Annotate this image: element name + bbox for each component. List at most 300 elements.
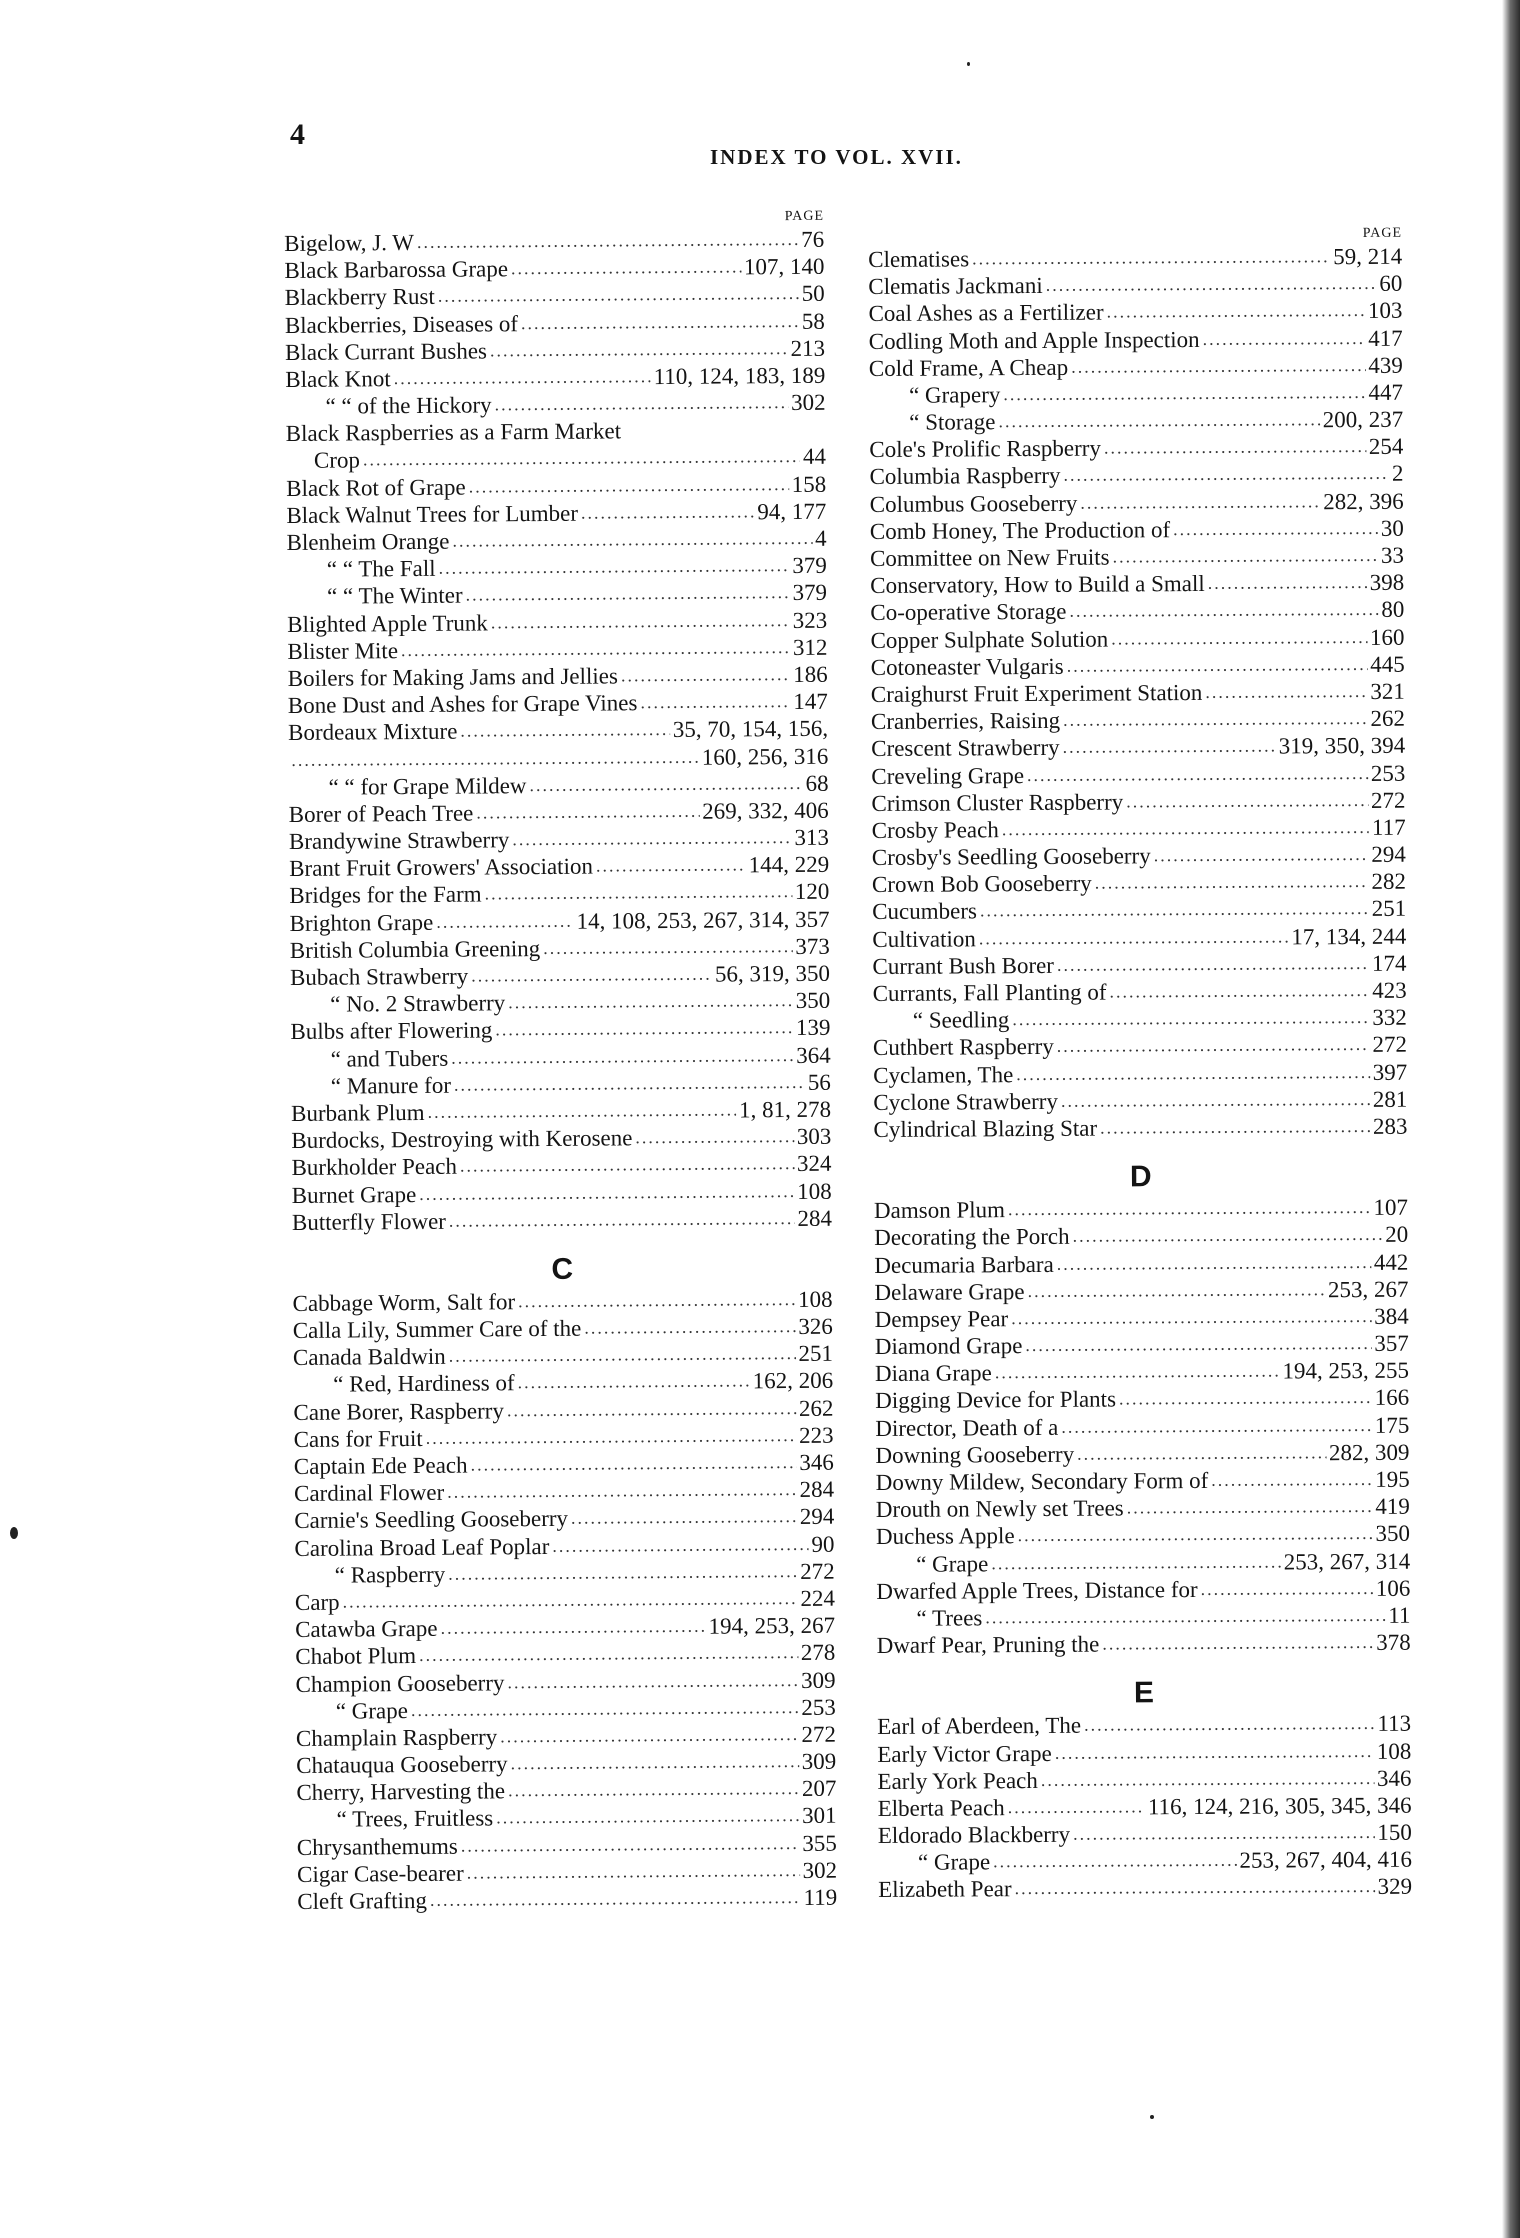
dot-leader bbox=[581, 498, 755, 527]
dot-leader bbox=[1100, 1113, 1370, 1142]
dot-leader bbox=[447, 1476, 797, 1506]
dot-leader bbox=[1109, 977, 1369, 1006]
entry-page-numbers: 60 bbox=[1379, 270, 1403, 297]
index-entry bbox=[876, 1493, 1410, 1523]
entry-page-numbers: 116, 124, 216, 305, 345, 346 bbox=[1147, 1792, 1412, 1820]
index-entry bbox=[290, 987, 830, 1018]
dot-leader bbox=[518, 1286, 795, 1315]
entry-page-numbers: 272 bbox=[1372, 1032, 1408, 1058]
entry-title: Catawba Grape bbox=[295, 1616, 438, 1643]
entry-page-numbers: 294 bbox=[799, 1504, 835, 1530]
entry-page-numbers: 397 bbox=[1372, 1059, 1408, 1085]
index-entry bbox=[877, 1737, 1411, 1767]
entry-page-numbers: 313 bbox=[794, 824, 830, 851]
index-entry bbox=[874, 1194, 1408, 1224]
entry-title: Conservatory, How to Build a Small bbox=[870, 571, 1205, 599]
entry-page-numbers: 379 bbox=[792, 552, 827, 579]
entry-title: Diamond Grape bbox=[874, 1333, 1023, 1360]
dot-leader bbox=[1208, 569, 1367, 597]
dot-leader bbox=[507, 1395, 796, 1424]
entry-title: Cultivation bbox=[872, 926, 976, 952]
entry-page-numbers: 272 bbox=[800, 1558, 835, 1584]
entry-title: Cuthbert Raspberry bbox=[872, 1034, 1054, 1061]
index-entry bbox=[294, 1503, 834, 1534]
index-entry bbox=[868, 297, 1402, 327]
entry-page-numbers: 76 bbox=[801, 226, 825, 252]
entry-page-numbers: 319, 350, 394 bbox=[1278, 733, 1406, 759]
entry-title: Burnet Grape bbox=[291, 1181, 417, 1208]
dot-leader bbox=[438, 280, 799, 310]
dot-leader bbox=[1018, 1520, 1373, 1549]
index-entry bbox=[285, 280, 825, 311]
index-entry bbox=[287, 606, 827, 637]
entry-page-numbers: 103 bbox=[1367, 298, 1403, 324]
entry-title: Bigelow, J. W bbox=[284, 229, 415, 256]
dot-leader bbox=[640, 688, 790, 716]
entry-title: Captain Ede Peach bbox=[293, 1452, 468, 1480]
index-entry bbox=[872, 950, 1406, 980]
entry-page-numbers: 158 bbox=[791, 471, 827, 497]
entry-title: British Columbia Greening bbox=[289, 935, 541, 963]
entry-page-numbers: 278 bbox=[800, 1640, 836, 1666]
entry-title: Bulbs after Flowering bbox=[290, 1017, 493, 1045]
dot-leader bbox=[1012, 1004, 1369, 1033]
entry-title: Currants, Fall Planting of bbox=[872, 979, 1107, 1007]
index-entry bbox=[875, 1303, 1409, 1333]
entry-title: Chrysanthemums bbox=[296, 1833, 458, 1860]
entry-title: Downy Mildew, Secondary Form of bbox=[875, 1467, 1209, 1496]
entry-title: Elberta Peach bbox=[877, 1795, 1005, 1821]
entry-page-numbers: 302 bbox=[790, 389, 826, 416]
entry-page-numbers: 35, 70, 154, 156, bbox=[672, 716, 829, 743]
entry-page-numbers: 253, 267, 314 bbox=[1283, 1548, 1411, 1575]
entry-title: Earl of Aberdeen, The bbox=[877, 1713, 1082, 1740]
index-entry bbox=[869, 433, 1403, 463]
index-entry bbox=[293, 1394, 833, 1425]
dot-leader bbox=[991, 1548, 1281, 1577]
index-entry bbox=[290, 1014, 830, 1045]
index-entry bbox=[296, 1748, 836, 1779]
dot-leader bbox=[1057, 950, 1369, 979]
dot-leader bbox=[635, 1123, 794, 1151]
entry-title: Crimson Cluster Raspberry bbox=[871, 789, 1124, 816]
index-entry bbox=[286, 525, 826, 556]
left-entries bbox=[284, 226, 837, 1915]
entry-title: Black Currant Bushes bbox=[285, 338, 488, 365]
dot-leader bbox=[1046, 270, 1377, 299]
entry-page-numbers: 321 bbox=[1370, 678, 1405, 704]
index-entry bbox=[296, 1721, 836, 1752]
dot-leader bbox=[485, 879, 792, 909]
entry-title: Cans for Fruit bbox=[293, 1425, 423, 1452]
dot-leader bbox=[1011, 1303, 1371, 1332]
entry-page-numbers: 326 bbox=[798, 1313, 833, 1340]
dot-leader bbox=[995, 1358, 1280, 1387]
entry-page-numbers: 50 bbox=[801, 281, 825, 307]
entry-title: “ Grape bbox=[916, 1550, 989, 1577]
dot-leader bbox=[552, 1531, 808, 1560]
dot-leader bbox=[454, 1069, 805, 1099]
index-entry bbox=[289, 797, 829, 828]
index-entry bbox=[294, 1476, 834, 1507]
entry-page-numbers: 107 bbox=[1373, 1194, 1409, 1221]
entry-page-numbers: 175 bbox=[1374, 1412, 1410, 1438]
entry-title: “ Manure for bbox=[330, 1072, 452, 1099]
dot-leader bbox=[972, 243, 1330, 272]
index-entry bbox=[296, 1775, 836, 1806]
entry-page-numbers: 1, 81, 278 bbox=[738, 1096, 832, 1123]
scan-speck bbox=[1150, 2115, 1154, 2119]
dot-leader bbox=[419, 1639, 798, 1669]
entry-title: Cotoneaster Vulgaris bbox=[870, 653, 1064, 680]
index-entry bbox=[291, 1041, 831, 1072]
index-entry bbox=[870, 623, 1404, 653]
entry-page-numbers: 350 bbox=[1375, 1521, 1411, 1547]
entry-page-numbers: 194, 253, 255 bbox=[1282, 1358, 1410, 1384]
dot-leader bbox=[394, 363, 651, 392]
entry-page-numbers: 44 bbox=[802, 444, 827, 470]
scan-edge-shadow bbox=[1502, 0, 1520, 2238]
dot-leader bbox=[1211, 1466, 1372, 1494]
entry-page-numbers: 224 bbox=[800, 1585, 836, 1611]
scan-speck bbox=[10, 1527, 18, 1539]
dot-leader bbox=[998, 406, 1319, 435]
dot-leader bbox=[490, 335, 788, 365]
dot-leader bbox=[476, 798, 699, 827]
dot-leader bbox=[510, 1748, 798, 1777]
entry-title: “ “ The Fall bbox=[326, 556, 436, 582]
entry-title: Burkholder Peach bbox=[291, 1154, 458, 1181]
entry-page-numbers: 108 bbox=[1376, 1738, 1412, 1764]
entry-title: Burbank Plum bbox=[290, 1099, 425, 1126]
entry-page-numbers: 253, 267 bbox=[1327, 1276, 1409, 1302]
dot-leader bbox=[495, 1014, 793, 1044]
index-entry bbox=[284, 226, 824, 257]
dot-leader bbox=[1107, 297, 1366, 326]
index-entry bbox=[293, 1313, 833, 1344]
index-entry bbox=[287, 579, 827, 610]
entry-title: Burdocks, Destroying with Kerosene bbox=[291, 1125, 633, 1154]
entry-page-numbers: 309 bbox=[800, 1667, 836, 1693]
entry-title: Brant Fruit Growers' Association bbox=[289, 853, 594, 882]
entry-page-numbers: 147 bbox=[793, 688, 828, 715]
dot-leader bbox=[1154, 841, 1369, 870]
entry-title: Bordeaux Mixture bbox=[287, 719, 458, 746]
index-entry bbox=[291, 1096, 831, 1127]
dot-leader bbox=[494, 389, 788, 419]
dot-leader bbox=[1061, 1086, 1370, 1115]
entry-page-numbers: 4 bbox=[814, 525, 827, 551]
index-entry bbox=[870, 569, 1404, 599]
entry-page-numbers: 207 bbox=[801, 1776, 837, 1802]
index-entry bbox=[293, 1367, 833, 1398]
entry-title: “ and Tubers bbox=[330, 1045, 449, 1072]
index-entry bbox=[871, 678, 1405, 708]
entry-title: Brandywine Strawberry bbox=[288, 827, 510, 855]
entry-title: Dwarfed Apple Trees, Distance for bbox=[876, 1576, 1198, 1604]
dot-leader bbox=[1119, 1384, 1372, 1413]
entry-page-numbers: 144, 229 bbox=[748, 852, 830, 878]
dot-leader bbox=[1016, 1059, 1370, 1088]
dot-leader bbox=[460, 716, 670, 745]
entry-page-numbers: 282, 396 bbox=[1323, 488, 1404, 514]
entry-page-numbers: 346 bbox=[799, 1449, 834, 1476]
entry-title: Crosby Peach bbox=[871, 817, 999, 843]
entry-title: Chabot Plum bbox=[295, 1643, 417, 1670]
entry-page-numbers: 106 bbox=[1375, 1575, 1411, 1601]
entry-title: Currant Bush Borer bbox=[872, 952, 1055, 979]
entry-page-numbers: 14, 108, 253, 267, 314, 357 bbox=[576, 906, 830, 934]
entry-title: Blighted Apple Trunk bbox=[287, 610, 488, 637]
section-letter: C bbox=[551, 1252, 574, 1286]
dot-leader bbox=[1055, 1737, 1374, 1766]
entry-title: Carolina Broad Leaf Poplar bbox=[294, 1533, 550, 1561]
entry-page-numbers: 312 bbox=[792, 634, 828, 660]
dot-leader bbox=[343, 1585, 798, 1616]
dot-leader bbox=[543, 933, 792, 962]
entry-page-numbers: 194, 253, 267 bbox=[708, 1612, 836, 1639]
entry-title: “ Trees, Fruitless bbox=[336, 1805, 494, 1833]
index-entry bbox=[286, 416, 826, 447]
entry-page-numbers: 108 bbox=[797, 1178, 832, 1204]
dot-leader bbox=[1008, 1194, 1371, 1223]
dot-leader bbox=[1027, 1276, 1325, 1305]
entry-page-numbers: 160, 256, 316 bbox=[701, 743, 829, 770]
dot-leader bbox=[449, 1340, 796, 1370]
dot-leader bbox=[419, 1178, 794, 1208]
entry-title: Cigar Case-bearer bbox=[296, 1860, 464, 1887]
index-entry bbox=[876, 1575, 1410, 1605]
entry-title: “ Grape bbox=[917, 1849, 991, 1876]
dot-leader bbox=[461, 1830, 800, 1860]
index-entry bbox=[877, 1710, 1411, 1740]
entry-title: Black Barbarossa Grape bbox=[284, 256, 509, 284]
entry-page-numbers: 254 bbox=[1368, 434, 1404, 460]
dot-leader bbox=[451, 1042, 793, 1072]
entry-page-numbers: 346 bbox=[1376, 1765, 1412, 1791]
entry-title: Early Victor Grape bbox=[877, 1740, 1052, 1767]
dot-leader bbox=[452, 525, 812, 555]
entry-page-numbers: 166 bbox=[1374, 1385, 1410, 1411]
dot-leader bbox=[507, 1667, 798, 1696]
index-entry bbox=[874, 1221, 1408, 1251]
index-entry bbox=[876, 1602, 1410, 1632]
index-entry bbox=[878, 1873, 1412, 1903]
entry-page-numbers: 80 bbox=[1381, 597, 1405, 623]
entry-page-numbers: 398 bbox=[1369, 569, 1405, 596]
index-entry bbox=[286, 443, 826, 474]
entry-page-numbers: 282, 309 bbox=[1328, 1439, 1410, 1466]
entry-title: Carp bbox=[294, 1589, 340, 1615]
dot-leader bbox=[1063, 733, 1276, 762]
entry-page-numbers: 269, 332, 406 bbox=[702, 797, 829, 824]
entry-page-numbers: 302 bbox=[802, 1857, 838, 1883]
entry-title: Damson Plum bbox=[873, 1197, 1006, 1224]
entry-page-numbers: 439 bbox=[1368, 352, 1403, 378]
index-entry bbox=[873, 1058, 1407, 1088]
entry-page-numbers: 253 bbox=[1370, 760, 1406, 786]
entry-title: Bubach Strawberry bbox=[289, 963, 469, 991]
entry-title: Chatauqua Gooseberry bbox=[296, 1751, 508, 1779]
entry-page-numbers: 384 bbox=[1374, 1303, 1409, 1329]
entry-title: Cucumbers bbox=[872, 898, 978, 925]
entry-page-numbers: 2 bbox=[1391, 461, 1404, 487]
dot-leader bbox=[1095, 868, 1369, 897]
dot-leader bbox=[1073, 1819, 1374, 1848]
entry-title: Cabbage Worm, Salt for bbox=[292, 1289, 516, 1316]
entry-page-numbers: 162, 206 bbox=[752, 1368, 834, 1394]
entry-title: Columbus Gooseberry bbox=[869, 490, 1078, 517]
entry-title: Columbia Raspberry bbox=[869, 463, 1061, 490]
entry-title: “ No. 2 Strawberry bbox=[330, 990, 506, 1017]
entry-title: Black Walnut Trees for Lumber bbox=[286, 500, 579, 528]
index-entry bbox=[871, 759, 1405, 789]
entry-page-numbers: 379 bbox=[792, 580, 828, 606]
dot-leader bbox=[496, 1802, 799, 1832]
entry-title: Director, Death of a bbox=[875, 1414, 1059, 1441]
index-entry bbox=[285, 335, 825, 366]
index-entry bbox=[292, 1204, 832, 1235]
entry-title: Elizabeth Pear bbox=[878, 1876, 1012, 1903]
right-column bbox=[868, 225, 1412, 1904]
entry-page-numbers: 423 bbox=[1372, 977, 1407, 1003]
entry-title: Crop bbox=[313, 447, 361, 474]
index-entry bbox=[295, 1639, 835, 1670]
entry-title: Carnie's Seedling Gooseberry bbox=[294, 1506, 569, 1534]
entry-title: Clematis Jackmani bbox=[868, 273, 1043, 300]
entry-title: Boilers for Making Jams and Jellies bbox=[287, 663, 619, 691]
index-entry bbox=[297, 1802, 837, 1833]
entry-page-numbers: 56 bbox=[807, 1069, 831, 1095]
entry-page-numbers: 442 bbox=[1373, 1249, 1409, 1275]
index-entry bbox=[873, 1031, 1407, 1061]
index-entry bbox=[875, 1384, 1409, 1414]
entry-page-numbers: 139 bbox=[795, 1015, 831, 1041]
dot-leader bbox=[1015, 1873, 1375, 1902]
index-entry bbox=[870, 487, 1404, 517]
entry-page-numbers: 447 bbox=[1368, 379, 1404, 405]
dot-leader bbox=[1173, 515, 1378, 543]
index-entry bbox=[872, 841, 1406, 871]
entry-page-numbers: 195 bbox=[1375, 1466, 1410, 1492]
entry-page-numbers: 262 bbox=[798, 1395, 834, 1421]
index-entry bbox=[295, 1558, 835, 1589]
entry-page-numbers: 284 bbox=[797, 1205, 833, 1231]
entry-page-numbers: 56, 319, 350 bbox=[714, 960, 831, 987]
index-entry bbox=[877, 1764, 1411, 1794]
dot-leader bbox=[1027, 760, 1368, 789]
dot-leader bbox=[1073, 1221, 1383, 1250]
entry-title: Crosby's Seedling Gooseberry bbox=[871, 843, 1151, 871]
entry-page-numbers: 419 bbox=[1375, 1493, 1410, 1520]
entry-title: Brighton Grape bbox=[289, 909, 434, 936]
entry-page-numbers: 324 bbox=[796, 1151, 832, 1177]
index-entry bbox=[870, 542, 1404, 572]
dot-leader bbox=[1127, 1493, 1373, 1522]
entry-page-numbers: 364 bbox=[796, 1042, 831, 1068]
entry-page-numbers: 186 bbox=[793, 661, 828, 687]
entry-title: Black Raspberries as a Farm Market bbox=[285, 418, 622, 447]
entry-title: Drouth on Newly set Trees bbox=[875, 1495, 1124, 1523]
entry-page-numbers: 120 bbox=[794, 879, 830, 905]
index-entry bbox=[285, 307, 825, 338]
index-entry bbox=[291, 1150, 831, 1181]
dot-leader bbox=[1071, 352, 1365, 381]
dot-leader bbox=[979, 923, 1289, 952]
entry-page-numbers: 251 bbox=[1371, 896, 1407, 922]
index-entry bbox=[874, 1275, 1408, 1305]
right-entries bbox=[868, 243, 1412, 1904]
dot-leader bbox=[512, 824, 791, 853]
index-entry bbox=[878, 1792, 1412, 1822]
dot-leader bbox=[500, 1721, 798, 1751]
index-entry bbox=[869, 379, 1403, 409]
entry-page-numbers: 332 bbox=[1372, 1004, 1407, 1031]
index-entry bbox=[294, 1449, 834, 1480]
entry-title: Blenheim Orange bbox=[286, 528, 450, 556]
dot-leader bbox=[508, 1775, 799, 1804]
dot-leader bbox=[426, 1422, 797, 1452]
dot-leader bbox=[518, 1368, 750, 1397]
dot-leader bbox=[465, 579, 789, 609]
index-entry bbox=[872, 868, 1406, 898]
entry-title: Champlain Raspberry bbox=[295, 1724, 498, 1751]
dot-leader bbox=[621, 661, 790, 690]
dot-leader bbox=[1126, 787, 1368, 816]
entry-title: Delaware Grape bbox=[874, 1278, 1025, 1305]
dot-leader bbox=[508, 987, 793, 1016]
index-entry bbox=[297, 1829, 837, 1860]
entry-title: “ Seedling bbox=[912, 1007, 1010, 1033]
dot-leader bbox=[1201, 1575, 1373, 1603]
index-entry bbox=[294, 1530, 834, 1561]
entry-page-numbers: 329 bbox=[1377, 1874, 1413, 1900]
entry-page-numbers: 200, 237 bbox=[1322, 406, 1404, 433]
dot-leader bbox=[1063, 705, 1368, 734]
dot-leader bbox=[491, 607, 790, 637]
entry-title: Cole's Prolific Raspberry bbox=[869, 435, 1101, 463]
index-entry bbox=[870, 596, 1404, 626]
running-head: INDEX TO VOL. XVII. bbox=[710, 145, 963, 169]
dot-leader bbox=[440, 1613, 705, 1642]
index-entry bbox=[869, 460, 1403, 490]
entry-page-numbers: 355 bbox=[802, 1830, 837, 1856]
entry-page-numbers: 272 bbox=[801, 1721, 837, 1747]
entry-title: Cardinal Flower bbox=[293, 1480, 445, 1507]
dot-leader bbox=[1077, 1439, 1326, 1468]
entry-title: “ “ for Grape Mildew bbox=[328, 772, 527, 800]
entry-page-numbers: 262 bbox=[1370, 705, 1406, 732]
entry-title: Butterfly Flower bbox=[291, 1208, 446, 1235]
entry-title: Champion Gooseberry bbox=[295, 1669, 505, 1697]
entry-title: “ Trees bbox=[916, 1605, 983, 1631]
index-entry bbox=[290, 933, 830, 964]
entry-page-numbers: 150 bbox=[1377, 1819, 1412, 1846]
dot-leader bbox=[584, 1313, 795, 1342]
index-entry bbox=[286, 498, 826, 529]
dot-leader bbox=[596, 852, 746, 880]
dot-leader bbox=[529, 770, 802, 799]
entry-title: Coal Ashes as a Fertilizer bbox=[868, 299, 1104, 327]
entry-title: Eldorado Blackberry bbox=[877, 1821, 1071, 1849]
entry-title: Dwarf Pear, Pruning the bbox=[876, 1631, 1100, 1659]
entry-page-numbers: 113 bbox=[1377, 1711, 1412, 1737]
entry-page-numbers: 323 bbox=[792, 607, 828, 633]
entry-page-numbers: 94, 177 bbox=[757, 498, 827, 525]
dot-leader bbox=[1080, 488, 1320, 517]
entry-title: Diana Grape bbox=[874, 1360, 992, 1387]
section-letter: E bbox=[1133, 1676, 1155, 1710]
